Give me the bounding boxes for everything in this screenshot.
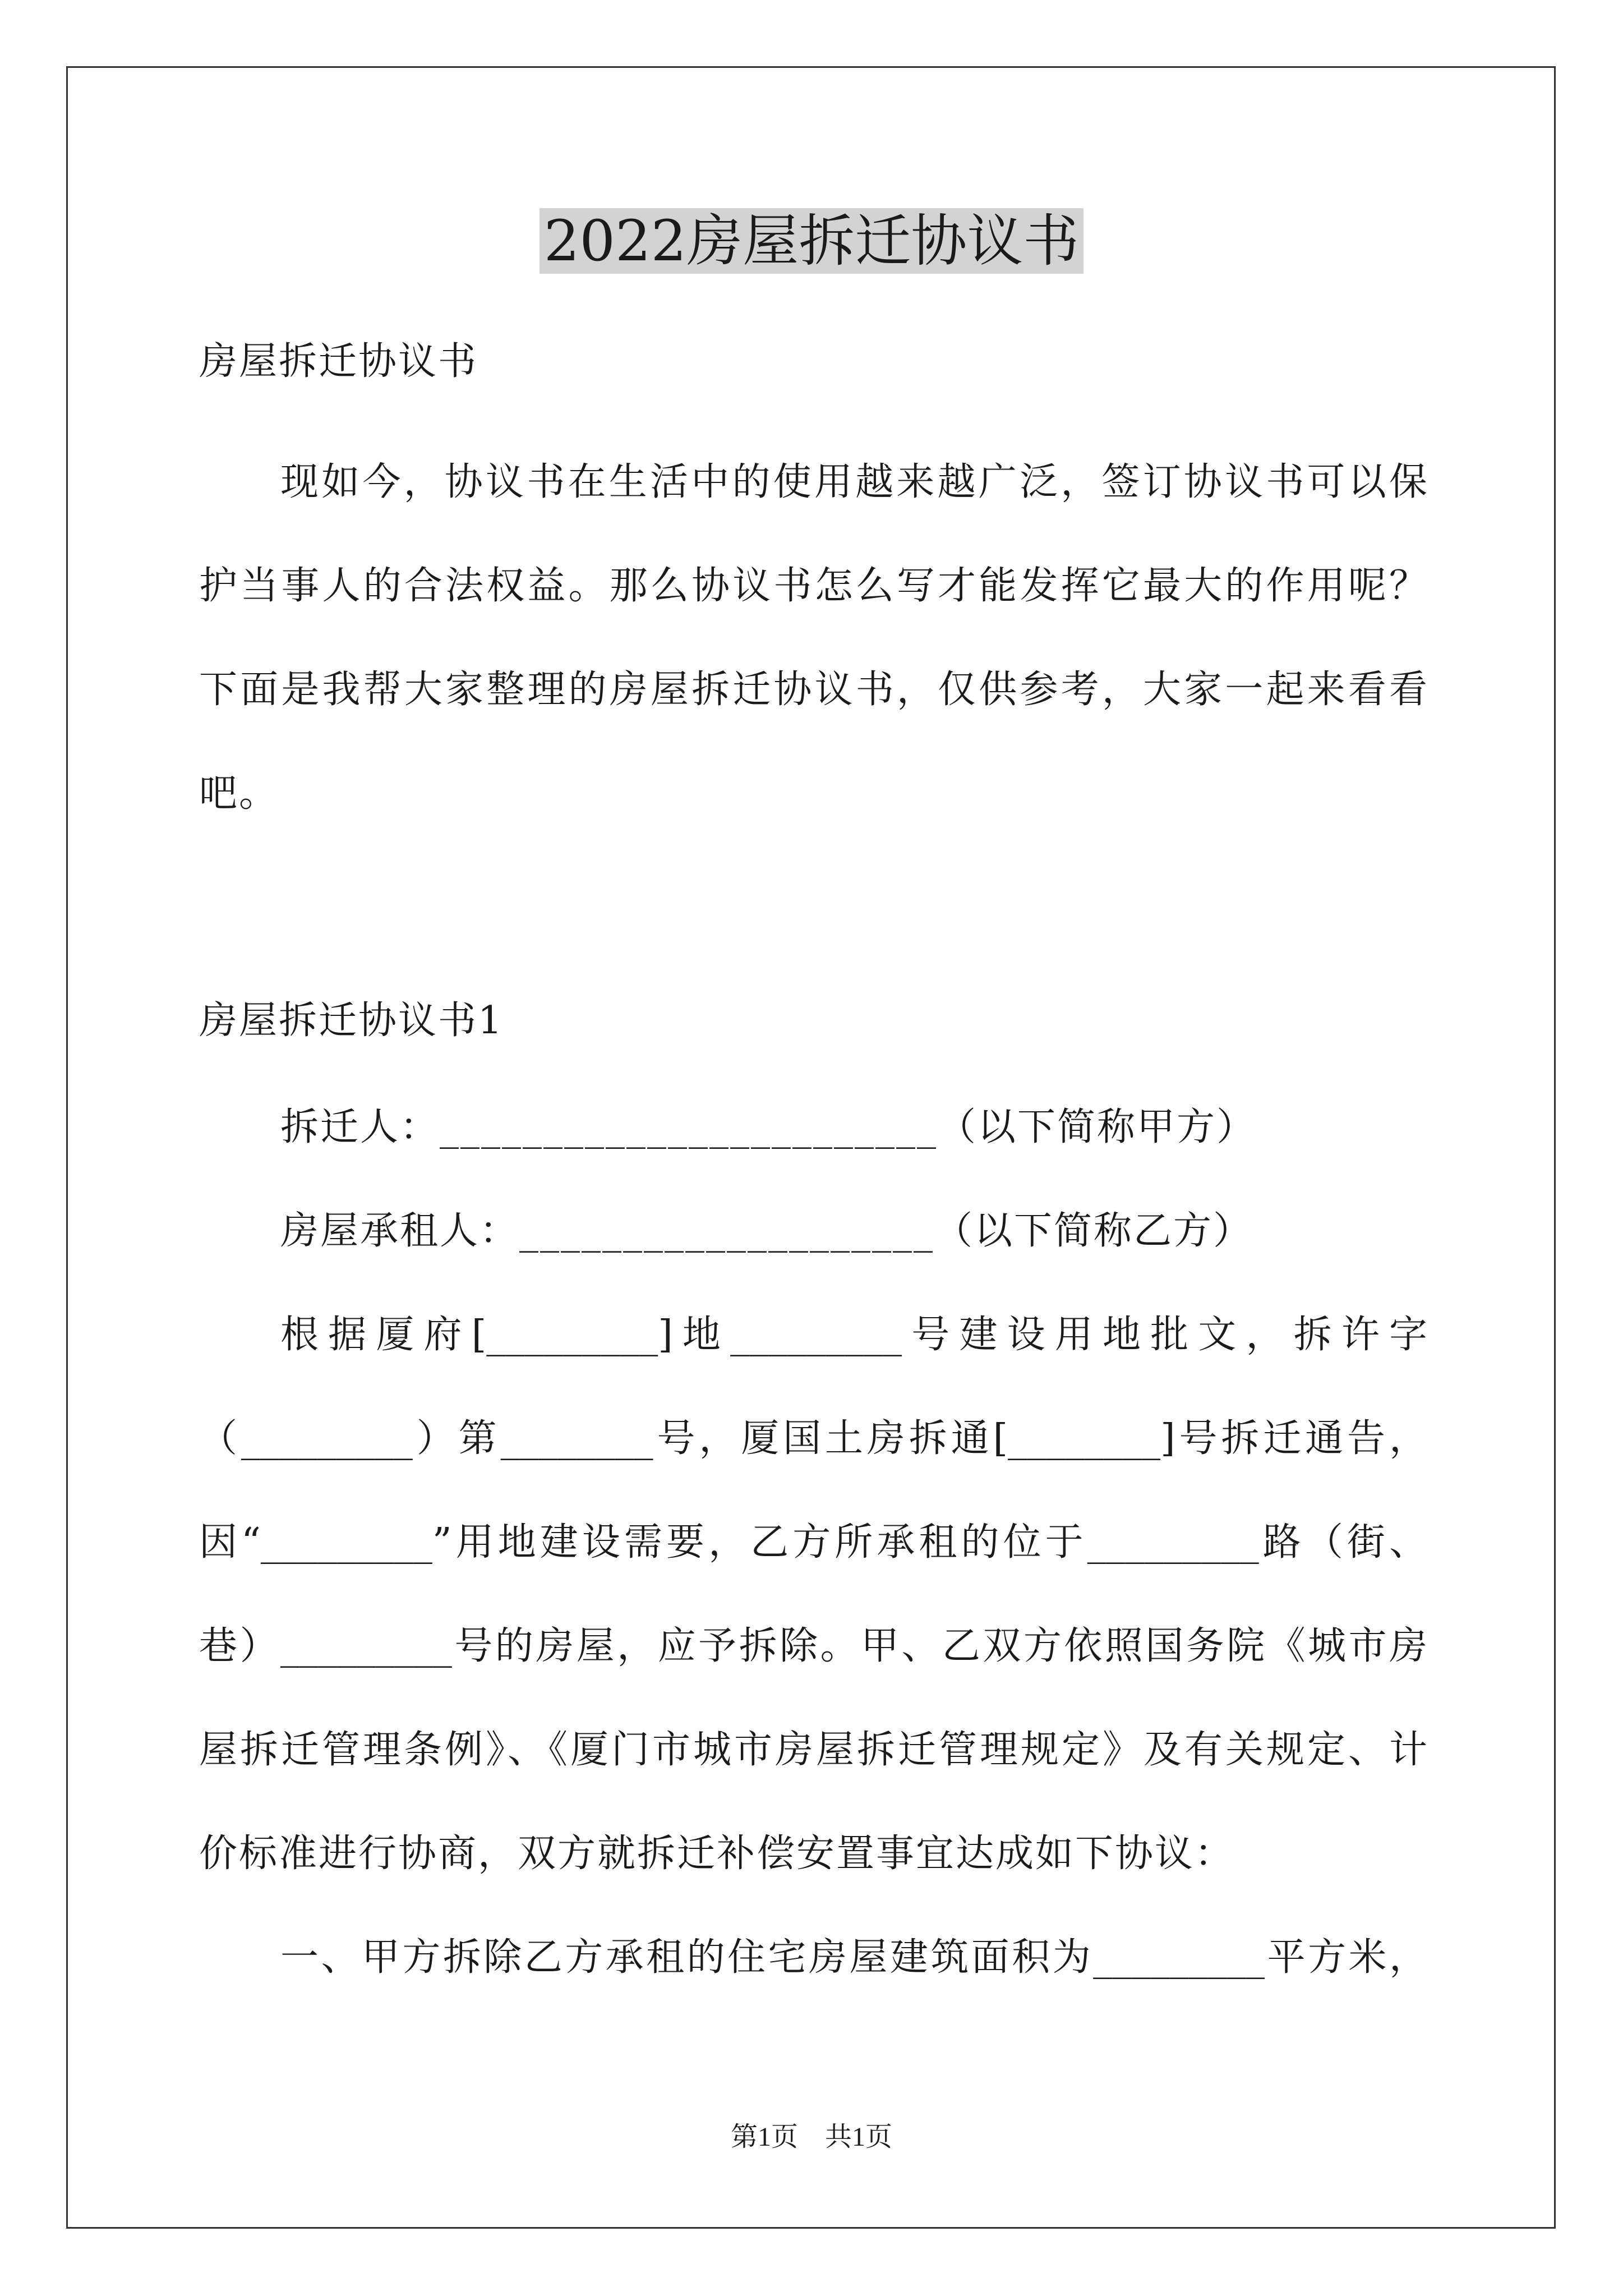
document-title: 2022房屋拆迁协议书 bbox=[0, 202, 1623, 280]
section-heading: 房屋拆迁协议书 bbox=[199, 339, 478, 384]
page-footer: 第1页 共1页 bbox=[730, 2122, 892, 2152]
basis-paragraph-line: 屋拆迁管理条例》、《厦门市城市房屋拆迁管理规定》及有关规定、计 bbox=[199, 1728, 1427, 1772]
tenant-field: 房屋承租人：____________________（以下简称乙方） bbox=[280, 1209, 1253, 1253]
intro-paragraph-line: 现如今，协议书在生活中的使用越来越广泛，签订协议书可以保 bbox=[280, 460, 1427, 504]
clause-one-line: 一、甲方拆除乙方承租的住宅房屋建筑面积为_________平方米， bbox=[280, 1935, 1427, 1980]
intro-paragraph-line: 下面是我帮大家整理的房屋拆迁协议书，仅供参考，大家一起来看看 bbox=[199, 668, 1427, 712]
agreement-heading: 房屋拆迁协议书1 bbox=[199, 999, 504, 1043]
basis-paragraph-line: 因“_________”用地建设需要，乙方所承租的位于_________路（街、 bbox=[199, 1520, 1427, 1565]
basis-paragraph-line: 价标准进行协商，双方就拆迁补偿安置事宜达成如下协议： bbox=[199, 1832, 1235, 1876]
basis-paragraph-line: 巷）_________号的房屋，应予拆除。甲、乙双方依照国务院《城市房 bbox=[199, 1624, 1427, 1668]
demolisher-field: 拆迁人：________________________（以下简称甲方） bbox=[280, 1105, 1257, 1149]
basis-paragraph-line: （_________）第________号，厦国土房拆通[________]号拆迁通告， bbox=[199, 1416, 1427, 1461]
intro-paragraph-line: 护当事人的合法权益。那么协议书怎么写才能发挥它最大的作用呢？ bbox=[199, 564, 1427, 608]
basis-paragraph-line: 根据厦府[_________]地_________号建设用地批文，拆许字 bbox=[280, 1313, 1427, 1357]
intro-paragraph-line: 吧。 bbox=[199, 771, 279, 816]
